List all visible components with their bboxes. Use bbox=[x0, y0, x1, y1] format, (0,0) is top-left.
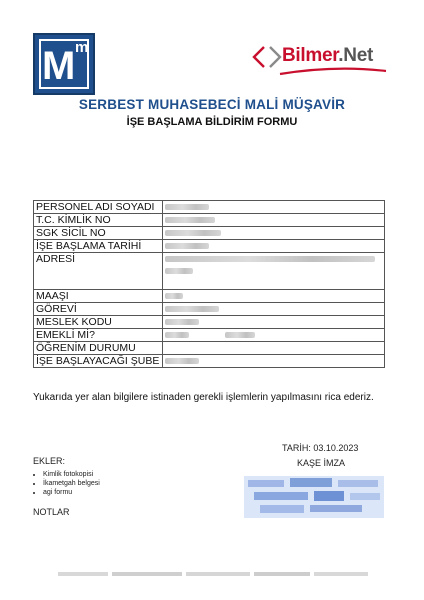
form-row bbox=[34, 329, 385, 342]
form-row bbox=[34, 355, 385, 368]
form-row bbox=[34, 227, 385, 240]
attachments-list bbox=[33, 470, 100, 497]
notes-heading: NOTLAR bbox=[33, 507, 70, 517]
form-row bbox=[34, 342, 385, 355]
bilmer-logo bbox=[250, 38, 390, 82]
field-label: GÖREVİ bbox=[34, 303, 163, 316]
field-label: MESLEK KODU bbox=[34, 316, 163, 329]
attachments-heading: EKLER: bbox=[33, 456, 66, 466]
bilmer-brand-name bbox=[282, 45, 373, 67]
logo-letter-big: M bbox=[42, 44, 76, 88]
field-label: EMEKLİ Mİ? bbox=[34, 329, 163, 342]
field-value-empty bbox=[163, 342, 385, 355]
footer-contact-redacted bbox=[0, 570, 424, 578]
form-row bbox=[34, 253, 385, 290]
field-value-redacted bbox=[163, 214, 385, 227]
list-item: • Kimlik fotokopisi bbox=[43, 470, 100, 479]
brand-name-suffix: .Net bbox=[338, 45, 373, 66]
logo-letter-small: m bbox=[75, 39, 89, 56]
stamp-signature-label: KAŞE İMZA bbox=[297, 458, 346, 468]
field-label: T.C. KİMLİK NO bbox=[34, 214, 163, 227]
field-value-redacted bbox=[163, 290, 385, 303]
mm-logo bbox=[33, 33, 95, 95]
field-value-redacted bbox=[163, 227, 385, 240]
form-row bbox=[34, 303, 385, 316]
field-value-redacted bbox=[163, 329, 385, 342]
stamp-signature-redacted bbox=[240, 472, 390, 522]
request-paragraph: Yukarıda yer alan bilgilere istinaden gerekli işlemlerin yapılmasını rica ederiz. bbox=[33, 392, 374, 403]
field-value-redacted bbox=[163, 303, 385, 316]
brand-name-main: Bilmer bbox=[282, 45, 339, 66]
field-label: MAAŞI bbox=[34, 290, 163, 303]
field-value-redacted bbox=[163, 316, 385, 329]
field-value-redacted bbox=[163, 355, 385, 368]
office-title: SERBEST MUHASEBECİ MALİ MÜŞAVİR bbox=[78, 97, 346, 112]
form-row bbox=[34, 290, 385, 303]
field-value-redacted bbox=[163, 240, 385, 253]
field-label: ADRESİ bbox=[34, 253, 163, 290]
form-row bbox=[34, 240, 385, 253]
field-label: ÖĞRENİM DURUMU bbox=[34, 342, 163, 355]
form-row bbox=[34, 316, 385, 329]
date-line: TARİH: 03.10.2023 bbox=[282, 443, 359, 453]
field-value-redacted bbox=[163, 201, 385, 214]
form-row bbox=[34, 214, 385, 227]
list-item: • İkametgah belgesi bbox=[43, 479, 100, 488]
list-item: • agi formu bbox=[43, 488, 100, 497]
field-label: İŞE BAŞLAMA TARİHİ bbox=[34, 240, 163, 253]
employee-form-table bbox=[33, 200, 385, 368]
form-row bbox=[34, 201, 385, 214]
field-label: SGK SİCİL NO bbox=[34, 227, 163, 240]
field-label: İŞE BAŞLAYACAĞI ŞUBE bbox=[34, 355, 163, 368]
form-title: İŞE BAŞLAMA BİLDİRİM FORMU bbox=[126, 116, 298, 128]
field-label: PERSONEL ADI SOYADI bbox=[34, 201, 163, 214]
field-value-redacted bbox=[163, 253, 385, 290]
